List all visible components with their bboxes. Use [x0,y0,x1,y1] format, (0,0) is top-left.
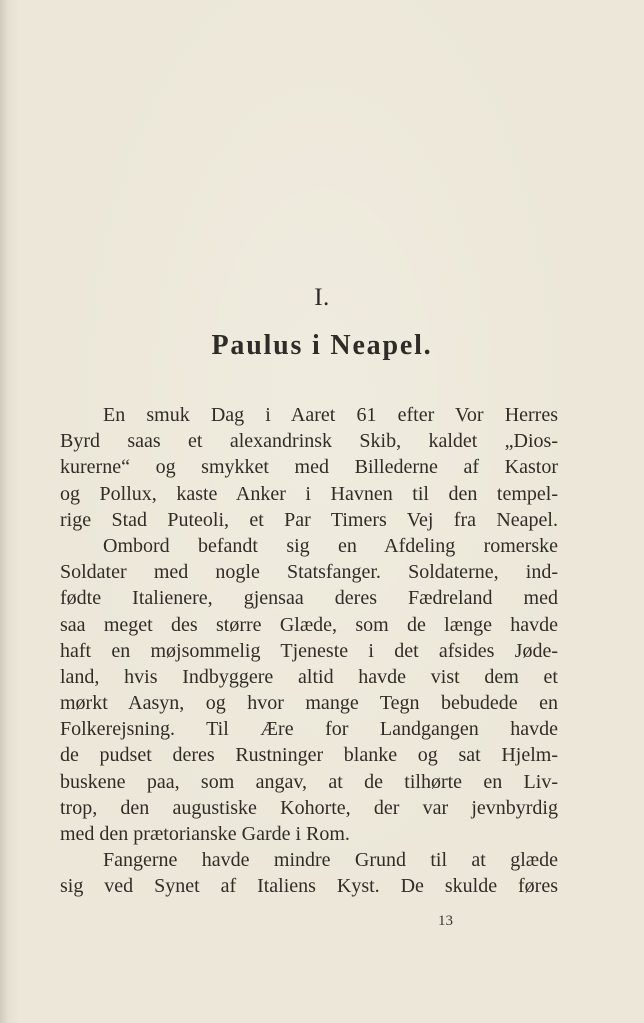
text-line: Ombord befandt sig en Afdeling romerske [103,534,558,557]
page-number: 13 [438,913,453,929]
body-text [60,402,558,900]
text-line: En smuk Dag i Aaret 61 efter Vor Herres [103,404,558,426]
text-line: mørkt Aasyn, og hvor mange Tegn bebudede en [60,692,558,715]
chapter-number: I. [314,284,330,311]
text-line: Folkerejsning. Til Ære for Landgangen havde [60,718,558,741]
text-line: og Pollux, kaste Anker i Havnen til den tempel- [60,482,558,505]
text-line: haft en møjsommelig Tjeneste i det afsides Jøde- [60,639,558,662]
chapter-title: Paulus i Neapel. [211,330,433,361]
text-line: trop, den augustiske Kohorte, der var jevnbyrdig [60,796,558,819]
text-line: Soldater med nogle Statsfanger. Soldaterne, ind- [60,561,558,584]
text-line: kurerne“ og smykket med Billederne af Kastor [60,456,558,479]
text-line: de pudset deres Rustninger blanke og sat Hjelm- [60,744,558,767]
text-line: sig ved Synet af Italiens Kyst. De skulde føres [60,875,558,898]
text-line: med den prætorianske Garde i Rom. [60,823,350,845]
text-line: Fangerne havde mindre Grund til at glæde [103,849,558,872]
text-line: rige Stad Puteoli, et Par Timers Vej fra Neapel. [60,508,558,531]
text-line: saa meget des større Glæde, som de længe havde [60,613,558,636]
text-line: Byrd saas et alexandrinsk Skib, kaldet „Dios- [60,430,558,453]
text-line: land, hvis Indbyggere altid havde vist dem et [60,665,558,688]
text-line: buskene paa, som angav, at de tilhørte en Liv- [60,770,558,793]
text-line: fødte Italienere, gjensaa deres Fædreland med [60,587,558,610]
page-edge-shadow [0,0,8,1023]
